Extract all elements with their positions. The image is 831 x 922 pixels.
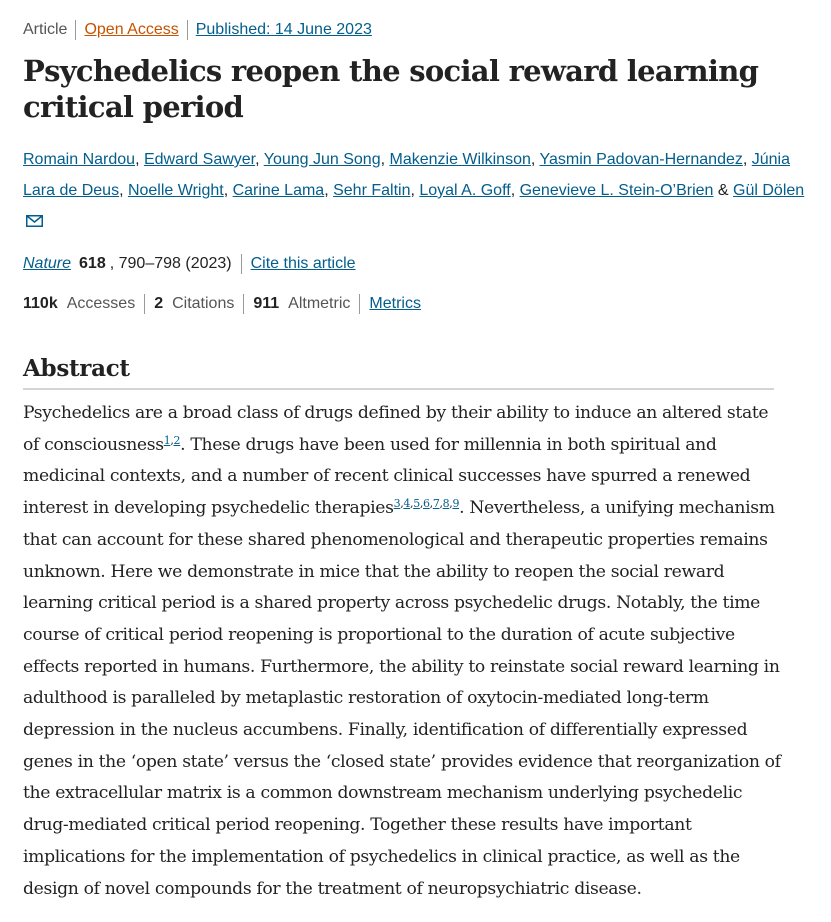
author-list: Romain Nardou, Edward Sawyer, Young Jun Song, Makenzie Wilkinson, Yasmin Padovan-Hernandez, Júnia Lara de Deus, Noelle Wright, Carine Lama, Sehr Faltin, Loyal A. Goff, Genevieve L. Stein-O’Brien & Gül Dölen (23, 144, 813, 237)
reference-link[interactable]: 8 (442, 497, 450, 511)
reference-link[interactable]: 4 (403, 497, 411, 511)
reference-link[interactable]: 9 (452, 497, 460, 511)
author-link[interactable]: Júnia Lara de Deus (23, 151, 790, 199)
author-link[interactable]: Makenzie Wilkinson (389, 151, 531, 168)
journal-volume: 618 (79, 255, 106, 272)
open-access-link[interactable]: Open Access (84, 21, 179, 38)
author-link[interactable]: Loyal A. Goff (419, 182, 511, 199)
accesses-label: Accesses (66, 295, 136, 312)
reference-link[interactable]: 6 (423, 497, 430, 511)
author-link[interactable]: Noelle Wright (127, 182, 224, 199)
author-link[interactable]: Yasmin Padovan-Hernandez (539, 151, 743, 168)
metrics-divider (243, 294, 244, 314)
meta-divider (187, 20, 188, 40)
article-metrics (23, 292, 813, 316)
envelope-icon[interactable] (26, 215, 43, 227)
reference-group: 3,4,5,6,7,8,9 (393, 497, 460, 511)
citations-value: 2 (154, 295, 164, 312)
author-link[interactable]: Young Jun Song (263, 151, 381, 168)
altmetric-label: Altmetric (288, 295, 351, 312)
meta-divider (75, 20, 76, 40)
citations-label: Citations (172, 295, 235, 312)
published-date-link[interactable]: Published: 14 June 2023 (195, 21, 372, 38)
author-link[interactable]: Edward Sawyer (143, 151, 256, 168)
author-link[interactable]: Genevieve L. Stein-O’Brien (519, 182, 714, 199)
journal-divider (241, 254, 242, 274)
journal-info (23, 252, 813, 276)
journal-pages-year: , 790–798 (2023) (109, 255, 232, 272)
author-link[interactable]: Gül Dölen (733, 182, 805, 199)
article-type: Article (23, 21, 68, 38)
abstract-text: Psychedelics are a broad class of drugs defined by their ability to induce an altered state of consciousness$^{1,2}$. These drugs have been used for millennia in both spiritual and medicinal contexts, and a number of recent clinical successes have spurred a renewed interest in developing psychedelic therapies$^{3,4,5,6,7,8,9}$. Nevertheless, a unifying mechanism that can account for these shared phenomenological and therapeutic properties remains unknown. Here we demonstrate in mice that the ability to reopen the social reward learning critical period is a shared property across psychedelic drugs. Notably, the time course of critical period reopening is proportional to the duration of acute subjective effects reported in humans. Furthermore, the ability to reinstate social reward learning in adulthood is paralleled by metaplastic restoration of oxytocin-mediated long-term depression in the nucleus accumbens. Finally, identification of differentially expressed genes in the ‘open state’ versus the ‘closed state’ provides evidence that reorganization of the extracellular matrix is a common downstream mechanism underlying psychedelic drug-mediated critical period reopening. Together these results have important implications for the implementation of psychedelics in clinical practice, as well as the design of novel compounds for the treatment of neuropsychiatric disease. (23, 403, 781, 899)
metrics-link[interactable]: Metrics (369, 295, 421, 312)
reference-link[interactable]: 1 (163, 433, 171, 447)
abstract-heading: Abstract (23, 355, 774, 390)
article-header (23, 18, 813, 922)
author-link[interactable]: Romain Nardou (23, 151, 136, 168)
metrics-divider (144, 294, 145, 314)
metrics-divider (359, 294, 360, 314)
accesses-value: 110k (23, 295, 58, 312)
reference-link[interactable]: 2 (173, 433, 181, 447)
article-meta (23, 18, 813, 42)
reference-group: 1,2 (163, 433, 181, 447)
article-title: Psychedelics reopen the social reward learning critical period (23, 54, 759, 124)
reference-link[interactable]: 7 (432, 497, 440, 511)
reference-link[interactable]: 3 (393, 497, 401, 511)
reference-link[interactable]: 5 (413, 497, 420, 511)
author-link[interactable]: Sehr Faltin (333, 182, 411, 199)
cite-article-link[interactable]: Cite this article (250, 255, 356, 272)
journal-name-link[interactable]: Nature (23, 255, 72, 272)
altmetric-value: 911 (253, 295, 280, 312)
author-link[interactable]: Carine Lama (232, 182, 325, 199)
